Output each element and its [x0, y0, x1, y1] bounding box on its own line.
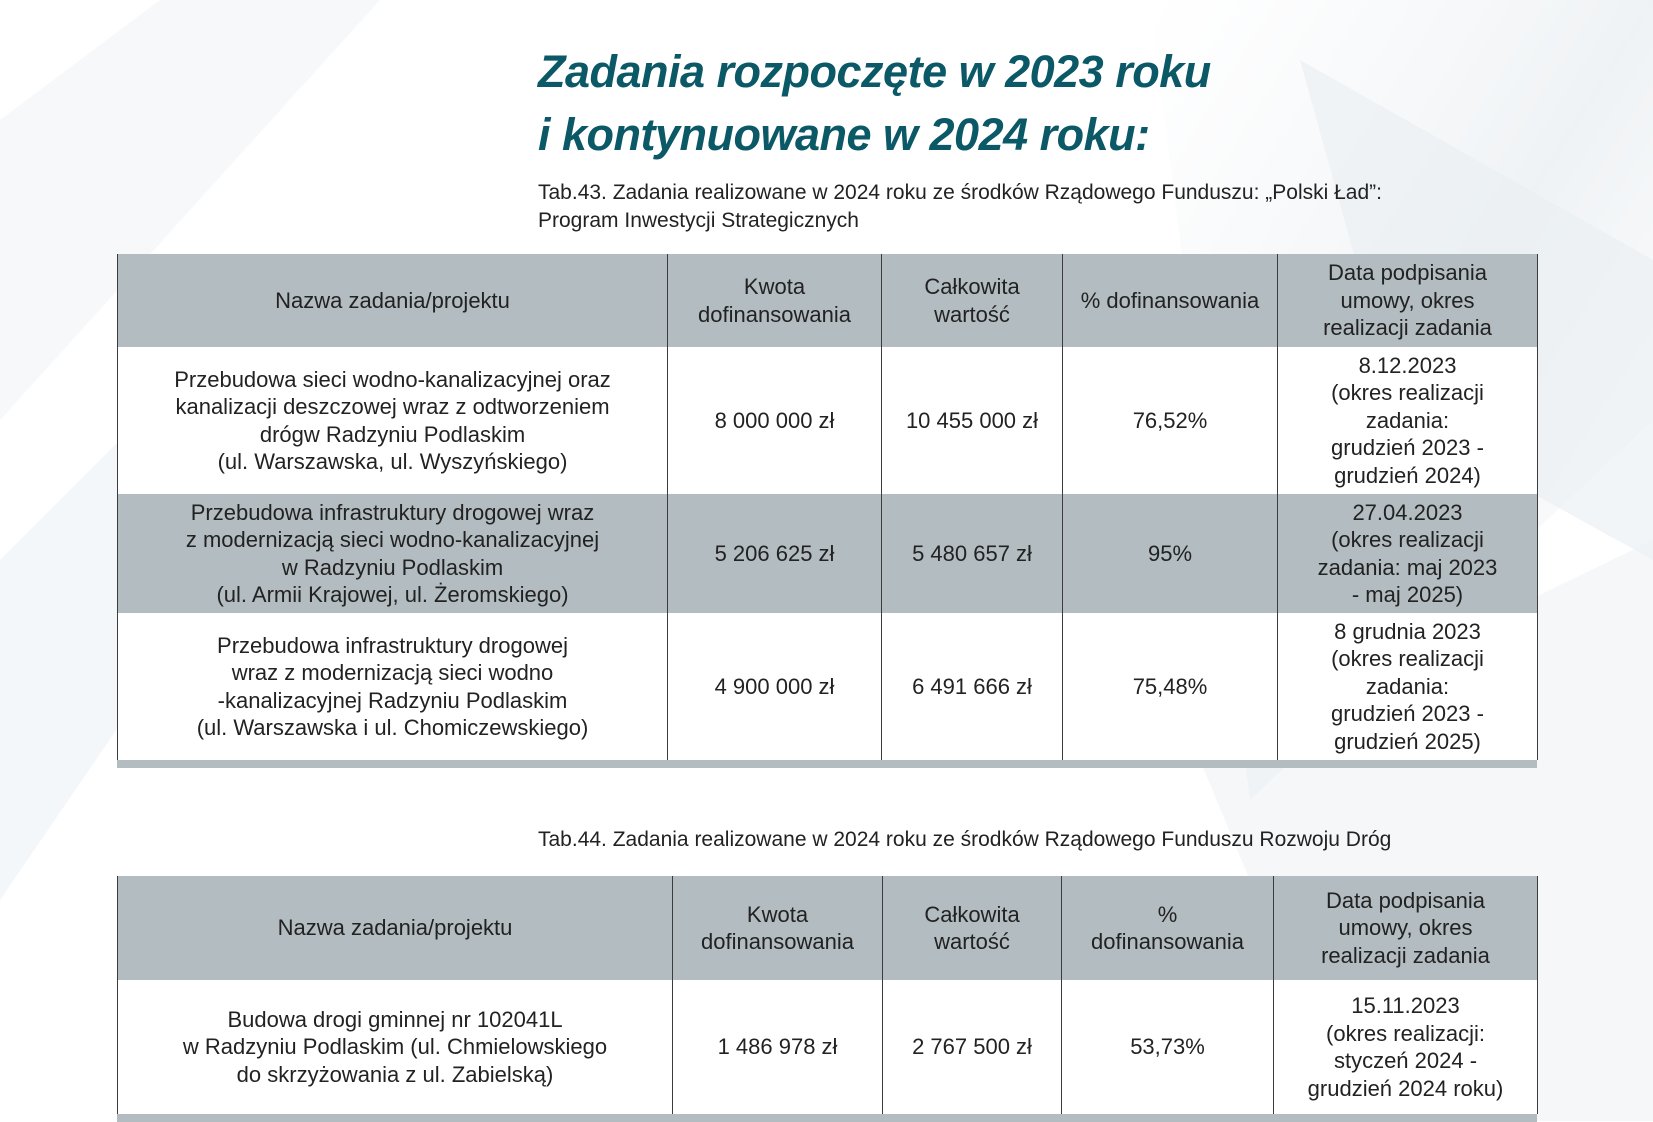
table43-caption-line2: Program Inwestycji Strategicznych	[538, 209, 859, 232]
table44-header-name: Nazwa zadania/projektu	[118, 876, 673, 980]
table43-row3-percent: 75,48%	[1063, 613, 1278, 760]
table43-row2-name: Przebudowa infrastruktury drogowej wraz z modernizacją sieci wodno-kanalizacyjnej w Radzyniu Podlaskim (ul. Armii Krajowej, ul. Żeromskiego)	[118, 494, 668, 613]
table-row	[118, 494, 1538, 613]
table43-row1-total: 10 455 000 zł	[882, 347, 1063, 494]
page-title	[538, 40, 1211, 166]
table43-row3-name: Przebudowa infrastruktury drogowej wraz z modernizacją sieci wodno -kanalizacyjnej Radzyniu Podlaskim (ul. Warszawska i ul. Chomiczewskiego)	[118, 613, 668, 760]
table43-header-date: Data podpisania umowy, okres realizacji zadania	[1278, 254, 1538, 347]
table43-row2-amount: 5 206 625 zł	[668, 494, 882, 613]
table44-row1-percent: 53,73%	[1062, 980, 1274, 1114]
table44-row1-name: Budowa drogi gminnej nr 102041L w Radzyniu Podlaskim (ul. Chmielowskiego do skrzyżowania z ul. Zabielską)	[118, 980, 673, 1114]
table43	[117, 254, 1538, 760]
table43-row1-percent: 76,52%	[1063, 347, 1278, 494]
table43-row1-amount: 8 000 000 zł	[668, 347, 882, 494]
table44-header-date: Data podpisania umowy, okres realizacji zadania	[1274, 876, 1538, 980]
table44	[117, 876, 1538, 1114]
table-row	[118, 613, 1538, 760]
table43-row2-date: 27.04.2023 (okres realizacji zadania: maj 2023 - maj 2025)	[1278, 494, 1538, 613]
table43-row3-total: 6 491 666 zł	[882, 613, 1063, 760]
page-title-line1: Zadania rozpoczęte w 2023 roku	[538, 46, 1211, 97]
page-title-line2: i kontynuowane w 2024 roku:	[538, 109, 1150, 160]
table-row	[118, 980, 1538, 1114]
table44-row1-total: 2 767 500 zł	[883, 980, 1062, 1114]
table43-header-name: Nazwa zadania/projektu	[118, 254, 668, 347]
table44-header-row	[118, 876, 1538, 980]
table44-caption-line1: Tab.44. Zadania realizowane w 2024 roku ze środków Rządowego Funduszu Rozwoju Dróg	[538, 828, 1392, 851]
table43-row3-amount: 4 900 000 zł	[668, 613, 882, 760]
table43-row1-date: 8.12.2023 (okres realizacji zadania: grudzień 2023 - grudzień 2024)	[1278, 347, 1538, 494]
table44-header-percent: % dofinansowania	[1062, 876, 1274, 980]
table44-row1-amount: 1 486 978 zł	[673, 980, 883, 1114]
table44-header-total: Całkowita wartość	[883, 876, 1062, 980]
table43-header-amount: Kwota dofinansowania	[668, 254, 882, 347]
table44-row1-date: 15.11.2023 (okres realizacji: styczeń 2024 - grudzień 2024 roku)	[1274, 980, 1538, 1114]
table43-header-total: Całkowita wartość	[882, 254, 1063, 347]
table43-caption-line1: Tab.43. Zadania realizowane w 2024 roku ze środków Rządowego Funduszu: „Polski Ład”:	[538, 181, 1382, 204]
table44-header-amount: Kwota dofinansowania	[673, 876, 883, 980]
table-row	[118, 347, 1538, 494]
table43-caption	[538, 179, 1382, 235]
table43-row3-date: 8 grudnia 2023 (okres realizacji zadania: grudzień 2023 - grudzień 2025)	[1278, 613, 1538, 760]
table43-row2-total: 5 480 657 zł	[882, 494, 1063, 613]
table43-row1-name: Przebudowa sieci wodno-kanalizacyjnej oraz kanalizacji deszczowej wraz z odtworzeniem drógw Radzyniu Podlaskim (ul. Warszawska, ul. Wyszyńskiego)	[118, 347, 668, 494]
table43-row2-percent: 95%	[1063, 494, 1278, 613]
table43-bottom-strip	[117, 760, 1537, 768]
table44-caption	[538, 826, 1391, 854]
table43-header-percent: % dofinansowania	[1063, 254, 1278, 347]
table43-header-row	[118, 254, 1538, 347]
